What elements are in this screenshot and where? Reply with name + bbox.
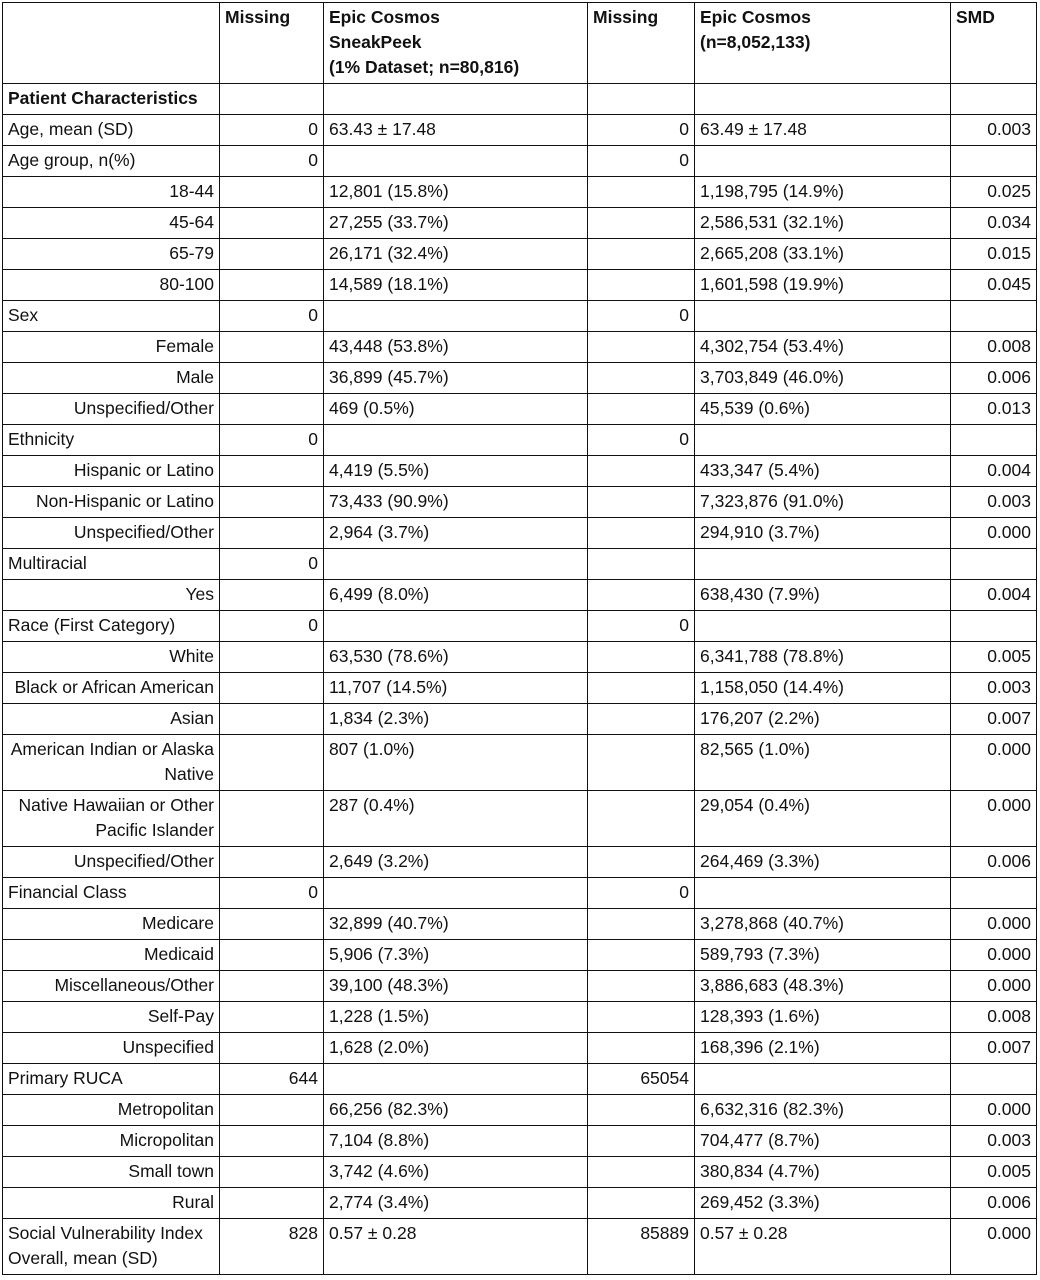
table-row	[3, 394, 1037, 425]
sneakpeek-value-cell	[324, 301, 588, 332]
missing-cosmos-cell	[588, 1126, 695, 1157]
cosmos-value-cell: 638,430 (7.9%)	[695, 580, 951, 611]
row-label: Hispanic or Latino	[3, 456, 220, 487]
missing-cosmos-cell	[588, 456, 695, 487]
missing-sneakpeek-cell	[220, 487, 324, 518]
table-row	[3, 735, 1037, 791]
cosmos-value-cell: 176,207 (2.2%)	[695, 704, 951, 735]
smd-cell	[951, 549, 1037, 580]
table-row	[3, 673, 1037, 704]
missing-cosmos-cell	[588, 940, 695, 971]
missing-cosmos-cell	[588, 394, 695, 425]
missing-cosmos-cell	[588, 1095, 695, 1126]
table-row	[3, 301, 1037, 332]
smd-cell	[951, 611, 1037, 642]
missing-cosmos-cell: 0	[588, 425, 695, 456]
missing-cosmos-cell	[588, 332, 695, 363]
cosmos-value-cell	[695, 1064, 951, 1095]
smd-cell: 0.004	[951, 456, 1037, 487]
row-label: Black or African American	[3, 673, 220, 704]
smd-cell: 0.000	[951, 909, 1037, 940]
smd-cell: 0.006	[951, 363, 1037, 394]
cosmos-value-cell: 4,302,754 (53.4%)	[695, 332, 951, 363]
missing-sneakpeek-cell	[220, 1002, 324, 1033]
sneakpeek-value-cell	[324, 1064, 588, 1095]
sneakpeek-value-cell: 807 (1.0%)	[324, 735, 588, 791]
sneakpeek-value-cell	[324, 425, 588, 456]
row-label: Medicare	[3, 909, 220, 940]
missing-cosmos-cell: 0	[588, 146, 695, 177]
table-row	[3, 1033, 1037, 1064]
sneakpeek-value-cell: 27,255 (33.7%)	[324, 208, 588, 239]
sneakpeek-value-cell: 12,801 (15.8%)	[324, 177, 588, 208]
missing-sneakpeek-cell	[220, 363, 324, 394]
sneakpeek-value-cell: 287 (0.4%)	[324, 791, 588, 847]
row-label: Age group, n(%)	[3, 146, 220, 177]
sneakpeek-value-cell: 63,530 (78.6%)	[324, 642, 588, 673]
missing-cosmos-cell	[588, 1188, 695, 1219]
missing-sneakpeek-cell	[220, 735, 324, 791]
row-label: Multiracial	[3, 549, 220, 580]
smd-cell: 0.007	[951, 704, 1037, 735]
table-row	[3, 270, 1037, 301]
sneakpeek-value-cell	[324, 84, 588, 115]
cosmos-value-cell: 3,278,868 (40.7%)	[695, 909, 951, 940]
table-row	[3, 239, 1037, 270]
sneakpeek-value-cell: 26,171 (32.4%)	[324, 239, 588, 270]
table-row	[3, 146, 1037, 177]
missing-cosmos-cell: 0	[588, 115, 695, 146]
row-label: 18-44	[3, 177, 220, 208]
sneakpeek-value-cell: 2,774 (3.4%)	[324, 1188, 588, 1219]
smd-cell: 0.005	[951, 1157, 1037, 1188]
table-row	[3, 847, 1037, 878]
missing-sneakpeek-cell	[220, 791, 324, 847]
smd-cell: 0.000	[951, 518, 1037, 549]
smd-cell	[951, 1064, 1037, 1095]
row-label: Unspecified/Other	[3, 518, 220, 549]
header-label	[3, 3, 220, 84]
sneakpeek-value-cell: 3,742 (4.6%)	[324, 1157, 588, 1188]
table-row	[3, 177, 1037, 208]
table-row	[3, 971, 1037, 1002]
row-label: 45-64	[3, 208, 220, 239]
table-row	[3, 1126, 1037, 1157]
smd-cell: 0.045	[951, 270, 1037, 301]
row-label: Primary RUCA	[3, 1064, 220, 1095]
sneakpeek-value-cell	[324, 549, 588, 580]
row-label: Medicaid	[3, 940, 220, 971]
missing-cosmos-cell	[588, 208, 695, 239]
cosmos-value-cell: 63.49 ± 17.48	[695, 115, 951, 146]
missing-sneakpeek-cell: 0	[220, 549, 324, 580]
row-label: Male	[3, 363, 220, 394]
row-label: Metropolitan	[3, 1095, 220, 1126]
table-row	[3, 84, 1037, 115]
missing-cosmos-cell: 65054	[588, 1064, 695, 1095]
smd-cell	[951, 146, 1037, 177]
cosmos-value-cell: 3,886,683 (48.3%)	[695, 971, 951, 1002]
missing-sneakpeek-cell	[220, 971, 324, 1002]
missing-cosmos-cell	[588, 704, 695, 735]
sneakpeek-value-cell: 43,448 (53.8%)	[324, 332, 588, 363]
smd-cell: 0.000	[951, 791, 1037, 847]
cosmos-value-cell: 6,632,316 (82.3%)	[695, 1095, 951, 1126]
cosmos-value-cell: 7,323,876 (91.0%)	[695, 487, 951, 518]
smd-cell: 0.000	[951, 940, 1037, 971]
smd-cell	[951, 84, 1037, 115]
missing-cosmos-cell	[588, 735, 695, 791]
smd-cell: 0.000	[951, 971, 1037, 1002]
header-row	[3, 3, 1037, 84]
missing-cosmos-cell	[588, 84, 695, 115]
table-row	[3, 1157, 1037, 1188]
cosmos-value-cell	[695, 611, 951, 642]
row-label: 80-100	[3, 270, 220, 301]
smd-cell: 0.013	[951, 394, 1037, 425]
table-row	[3, 940, 1037, 971]
table-row	[3, 580, 1037, 611]
cosmos-value-cell: 3,703,849 (46.0%)	[695, 363, 951, 394]
row-label: Yes	[3, 580, 220, 611]
missing-sneakpeek-cell	[220, 177, 324, 208]
row-label: Self-Pay	[3, 1002, 220, 1033]
missing-cosmos-cell	[588, 239, 695, 270]
cosmos-value-cell: 0.57 ± 0.28	[695, 1219, 951, 1275]
sneakpeek-value-cell	[324, 611, 588, 642]
table-row	[3, 363, 1037, 394]
cosmos-value-cell: 264,469 (3.3%)	[695, 847, 951, 878]
cosmos-value-cell	[695, 425, 951, 456]
smd-cell: 0.025	[951, 177, 1037, 208]
sneakpeek-value-cell: 2,649 (3.2%)	[324, 847, 588, 878]
smd-cell: 0.003	[951, 1126, 1037, 1157]
table-row	[3, 549, 1037, 580]
smd-cell: 0.006	[951, 847, 1037, 878]
missing-sneakpeek-cell	[220, 704, 324, 735]
row-label: Social Vulnerability Index Overall, mean (SD)	[3, 1219, 220, 1275]
missing-sneakpeek-cell	[220, 1033, 324, 1064]
missing-sneakpeek-cell	[220, 239, 324, 270]
row-label: Unspecified	[3, 1033, 220, 1064]
cosmos-value-cell: 2,586,531 (32.1%)	[695, 208, 951, 239]
row-label: Asian	[3, 704, 220, 735]
missing-sneakpeek-cell	[220, 673, 324, 704]
cosmos-value-cell	[695, 549, 951, 580]
sneakpeek-value-cell: 36,899 (45.7%)	[324, 363, 588, 394]
sneakpeek-value-cell: 39,100 (48.3%)	[324, 971, 588, 1002]
row-label: Rural	[3, 1188, 220, 1219]
table-row	[3, 704, 1037, 735]
table-row	[3, 1188, 1037, 1219]
sneakpeek-value-cell: 4,419 (5.5%)	[324, 456, 588, 487]
missing-cosmos-cell: 0	[588, 878, 695, 909]
smd-cell	[951, 425, 1037, 456]
row-label: Ethnicity	[3, 425, 220, 456]
table-row	[3, 518, 1037, 549]
smd-cell: 0.000	[951, 1095, 1037, 1126]
sneakpeek-value-cell: 6,499 (8.0%)	[324, 580, 588, 611]
row-label: Female	[3, 332, 220, 363]
sneakpeek-value-cell: 1,834 (2.3%)	[324, 704, 588, 735]
missing-cosmos-cell	[588, 549, 695, 580]
row-label: Small town	[3, 1157, 220, 1188]
missing-sneakpeek-cell	[220, 909, 324, 940]
missing-sneakpeek-cell: 0	[220, 611, 324, 642]
row-label: Patient Characteristics	[3, 84, 220, 115]
cosmos-value-cell: 6,341,788 (78.8%)	[695, 642, 951, 673]
cosmos-value-cell: 82,565 (1.0%)	[695, 735, 951, 791]
missing-cosmos-cell: 0	[588, 611, 695, 642]
smd-cell	[951, 878, 1037, 909]
missing-cosmos-cell	[588, 1033, 695, 1064]
row-label: Miscellaneous/Other	[3, 971, 220, 1002]
missing-sneakpeek-cell	[220, 642, 324, 673]
sneakpeek-value-cell: 11,707 (14.5%)	[324, 673, 588, 704]
table-row	[3, 878, 1037, 909]
missing-sneakpeek-cell	[220, 394, 324, 425]
sneakpeek-value-cell	[324, 146, 588, 177]
missing-sneakpeek-cell: 644	[220, 1064, 324, 1095]
sneakpeek-value-cell: 66,256 (82.3%)	[324, 1095, 588, 1126]
sneakpeek-value-cell: 14,589 (18.1%)	[324, 270, 588, 301]
missing-sneakpeek-cell	[220, 1095, 324, 1126]
table-row	[3, 909, 1037, 940]
smd-cell: 0.008	[951, 332, 1037, 363]
missing-sneakpeek-cell	[220, 456, 324, 487]
row-label: Sex	[3, 301, 220, 332]
cosmos-value-cell: 269,452 (3.3%)	[695, 1188, 951, 1219]
smd-cell: 0.006	[951, 1188, 1037, 1219]
cosmos-value-cell: 704,477 (8.7%)	[695, 1126, 951, 1157]
missing-cosmos-cell	[588, 673, 695, 704]
missing-cosmos-cell: 0	[588, 301, 695, 332]
cosmos-value-cell: 1,158,050 (14.4%)	[695, 673, 951, 704]
row-label: Non-Hispanic or Latino	[3, 487, 220, 518]
characteristics-table	[2, 2, 1037, 1275]
missing-sneakpeek-cell: 0	[220, 301, 324, 332]
cosmos-value-cell	[695, 878, 951, 909]
row-label: Micropolitan	[3, 1126, 220, 1157]
smd-cell: 0.003	[951, 673, 1037, 704]
missing-cosmos-cell	[588, 909, 695, 940]
row-label: Age, mean (SD)	[3, 115, 220, 146]
smd-cell: 0.003	[951, 115, 1037, 146]
missing-sneakpeek-cell	[220, 847, 324, 878]
cosmos-value-cell: 433,347 (5.4%)	[695, 456, 951, 487]
cosmos-value-cell: 1,601,598 (19.9%)	[695, 270, 951, 301]
cosmos-value-cell: 45,539 (0.6%)	[695, 394, 951, 425]
smd-cell	[951, 301, 1037, 332]
smd-cell: 0.003	[951, 487, 1037, 518]
header-smd: SMD	[951, 3, 1037, 84]
cosmos-value-cell: 294,910 (3.7%)	[695, 518, 951, 549]
sneakpeek-value-cell: 0.57 ± 0.28	[324, 1219, 588, 1275]
cosmos-value-cell	[695, 146, 951, 177]
table-row	[3, 115, 1037, 146]
table-row	[3, 791, 1037, 847]
missing-sneakpeek-cell: 828	[220, 1219, 324, 1275]
missing-cosmos-cell	[588, 642, 695, 673]
missing-sneakpeek-cell	[220, 208, 324, 239]
missing-sneakpeek-cell	[220, 84, 324, 115]
row-label: Financial Class	[3, 878, 220, 909]
missing-sneakpeek-cell	[220, 940, 324, 971]
table-row	[3, 1095, 1037, 1126]
smd-cell: 0.005	[951, 642, 1037, 673]
row-label: American Indian or Alaska Native	[3, 735, 220, 791]
smd-cell: 0.004	[951, 580, 1037, 611]
sneakpeek-value-cell: 5,906 (7.3%)	[324, 940, 588, 971]
missing-cosmos-cell	[588, 270, 695, 301]
header-missing-cosmos: Missing	[588, 3, 695, 84]
row-label: Native Hawaiian or Other Pacific Islander	[3, 791, 220, 847]
missing-cosmos-cell	[588, 791, 695, 847]
table-row	[3, 611, 1037, 642]
sneakpeek-value-cell: 73,433 (90.9%)	[324, 487, 588, 518]
cosmos-value-cell: 589,793 (7.3%)	[695, 940, 951, 971]
missing-cosmos-cell	[588, 487, 695, 518]
header-missing-sneakpeek: Missing	[220, 3, 324, 84]
sneakpeek-value-cell: 7,104 (8.8%)	[324, 1126, 588, 1157]
missing-sneakpeek-cell	[220, 1126, 324, 1157]
missing-cosmos-cell	[588, 177, 695, 208]
cosmos-value-cell: 1,198,795 (14.9%)	[695, 177, 951, 208]
sneakpeek-value-cell: 469 (0.5%)	[324, 394, 588, 425]
missing-cosmos-cell: 85889	[588, 1219, 695, 1275]
cosmos-value-cell	[695, 301, 951, 332]
smd-cell: 0.015	[951, 239, 1037, 270]
missing-sneakpeek-cell: 0	[220, 878, 324, 909]
missing-cosmos-cell	[588, 580, 695, 611]
missing-sneakpeek-cell: 0	[220, 146, 324, 177]
row-label: White	[3, 642, 220, 673]
cosmos-value-cell: 29,054 (0.4%)	[695, 791, 951, 847]
missing-cosmos-cell	[588, 1157, 695, 1188]
table-row	[3, 208, 1037, 239]
smd-cell: 0.034	[951, 208, 1037, 239]
missing-sneakpeek-cell: 0	[220, 425, 324, 456]
missing-sneakpeek-cell: 0	[220, 115, 324, 146]
missing-sneakpeek-cell	[220, 580, 324, 611]
row-label: 65-79	[3, 239, 220, 270]
cosmos-value-cell	[695, 84, 951, 115]
missing-cosmos-cell	[588, 518, 695, 549]
table-row	[3, 425, 1037, 456]
table-row	[3, 1219, 1037, 1275]
missing-cosmos-cell	[588, 971, 695, 1002]
table-row	[3, 332, 1037, 363]
header-sneakpeek: Epic Cosmos SneakPeek (1% Dataset; n=80,816)	[324, 3, 588, 84]
cosmos-value-cell: 2,665,208 (33.1%)	[695, 239, 951, 270]
cosmos-value-cell: 128,393 (1.6%)	[695, 1002, 951, 1033]
sneakpeek-value-cell	[324, 878, 588, 909]
cosmos-value-cell: 380,834 (4.7%)	[695, 1157, 951, 1188]
smd-cell: 0.007	[951, 1033, 1037, 1064]
missing-sneakpeek-cell	[220, 1157, 324, 1188]
table-row	[3, 1002, 1037, 1033]
sneakpeek-value-cell: 1,628 (2.0%)	[324, 1033, 588, 1064]
header-cosmos: Epic Cosmos (n=8,052,133)	[695, 3, 951, 84]
missing-sneakpeek-cell	[220, 518, 324, 549]
missing-sneakpeek-cell	[220, 270, 324, 301]
row-label: Unspecified/Other	[3, 394, 220, 425]
missing-sneakpeek-cell	[220, 1188, 324, 1219]
smd-cell: 0.008	[951, 1002, 1037, 1033]
smd-cell: 0.000	[951, 1219, 1037, 1275]
table-row	[3, 487, 1037, 518]
sneakpeek-value-cell: 63.43 ± 17.48	[324, 115, 588, 146]
cosmos-value-cell: 168,396 (2.1%)	[695, 1033, 951, 1064]
missing-cosmos-cell	[588, 1002, 695, 1033]
row-label: Unspecified/Other	[3, 847, 220, 878]
sneakpeek-value-cell: 32,899 (40.7%)	[324, 909, 588, 940]
sneakpeek-value-cell: 2,964 (3.7%)	[324, 518, 588, 549]
missing-cosmos-cell	[588, 363, 695, 394]
sneakpeek-value-cell: 1,228 (1.5%)	[324, 1002, 588, 1033]
table-row	[3, 642, 1037, 673]
table-row	[3, 456, 1037, 487]
table-row	[3, 1064, 1037, 1095]
row-label: Race (First Category)	[3, 611, 220, 642]
smd-cell: 0.000	[951, 735, 1037, 791]
missing-cosmos-cell	[588, 847, 695, 878]
missing-sneakpeek-cell	[220, 332, 324, 363]
